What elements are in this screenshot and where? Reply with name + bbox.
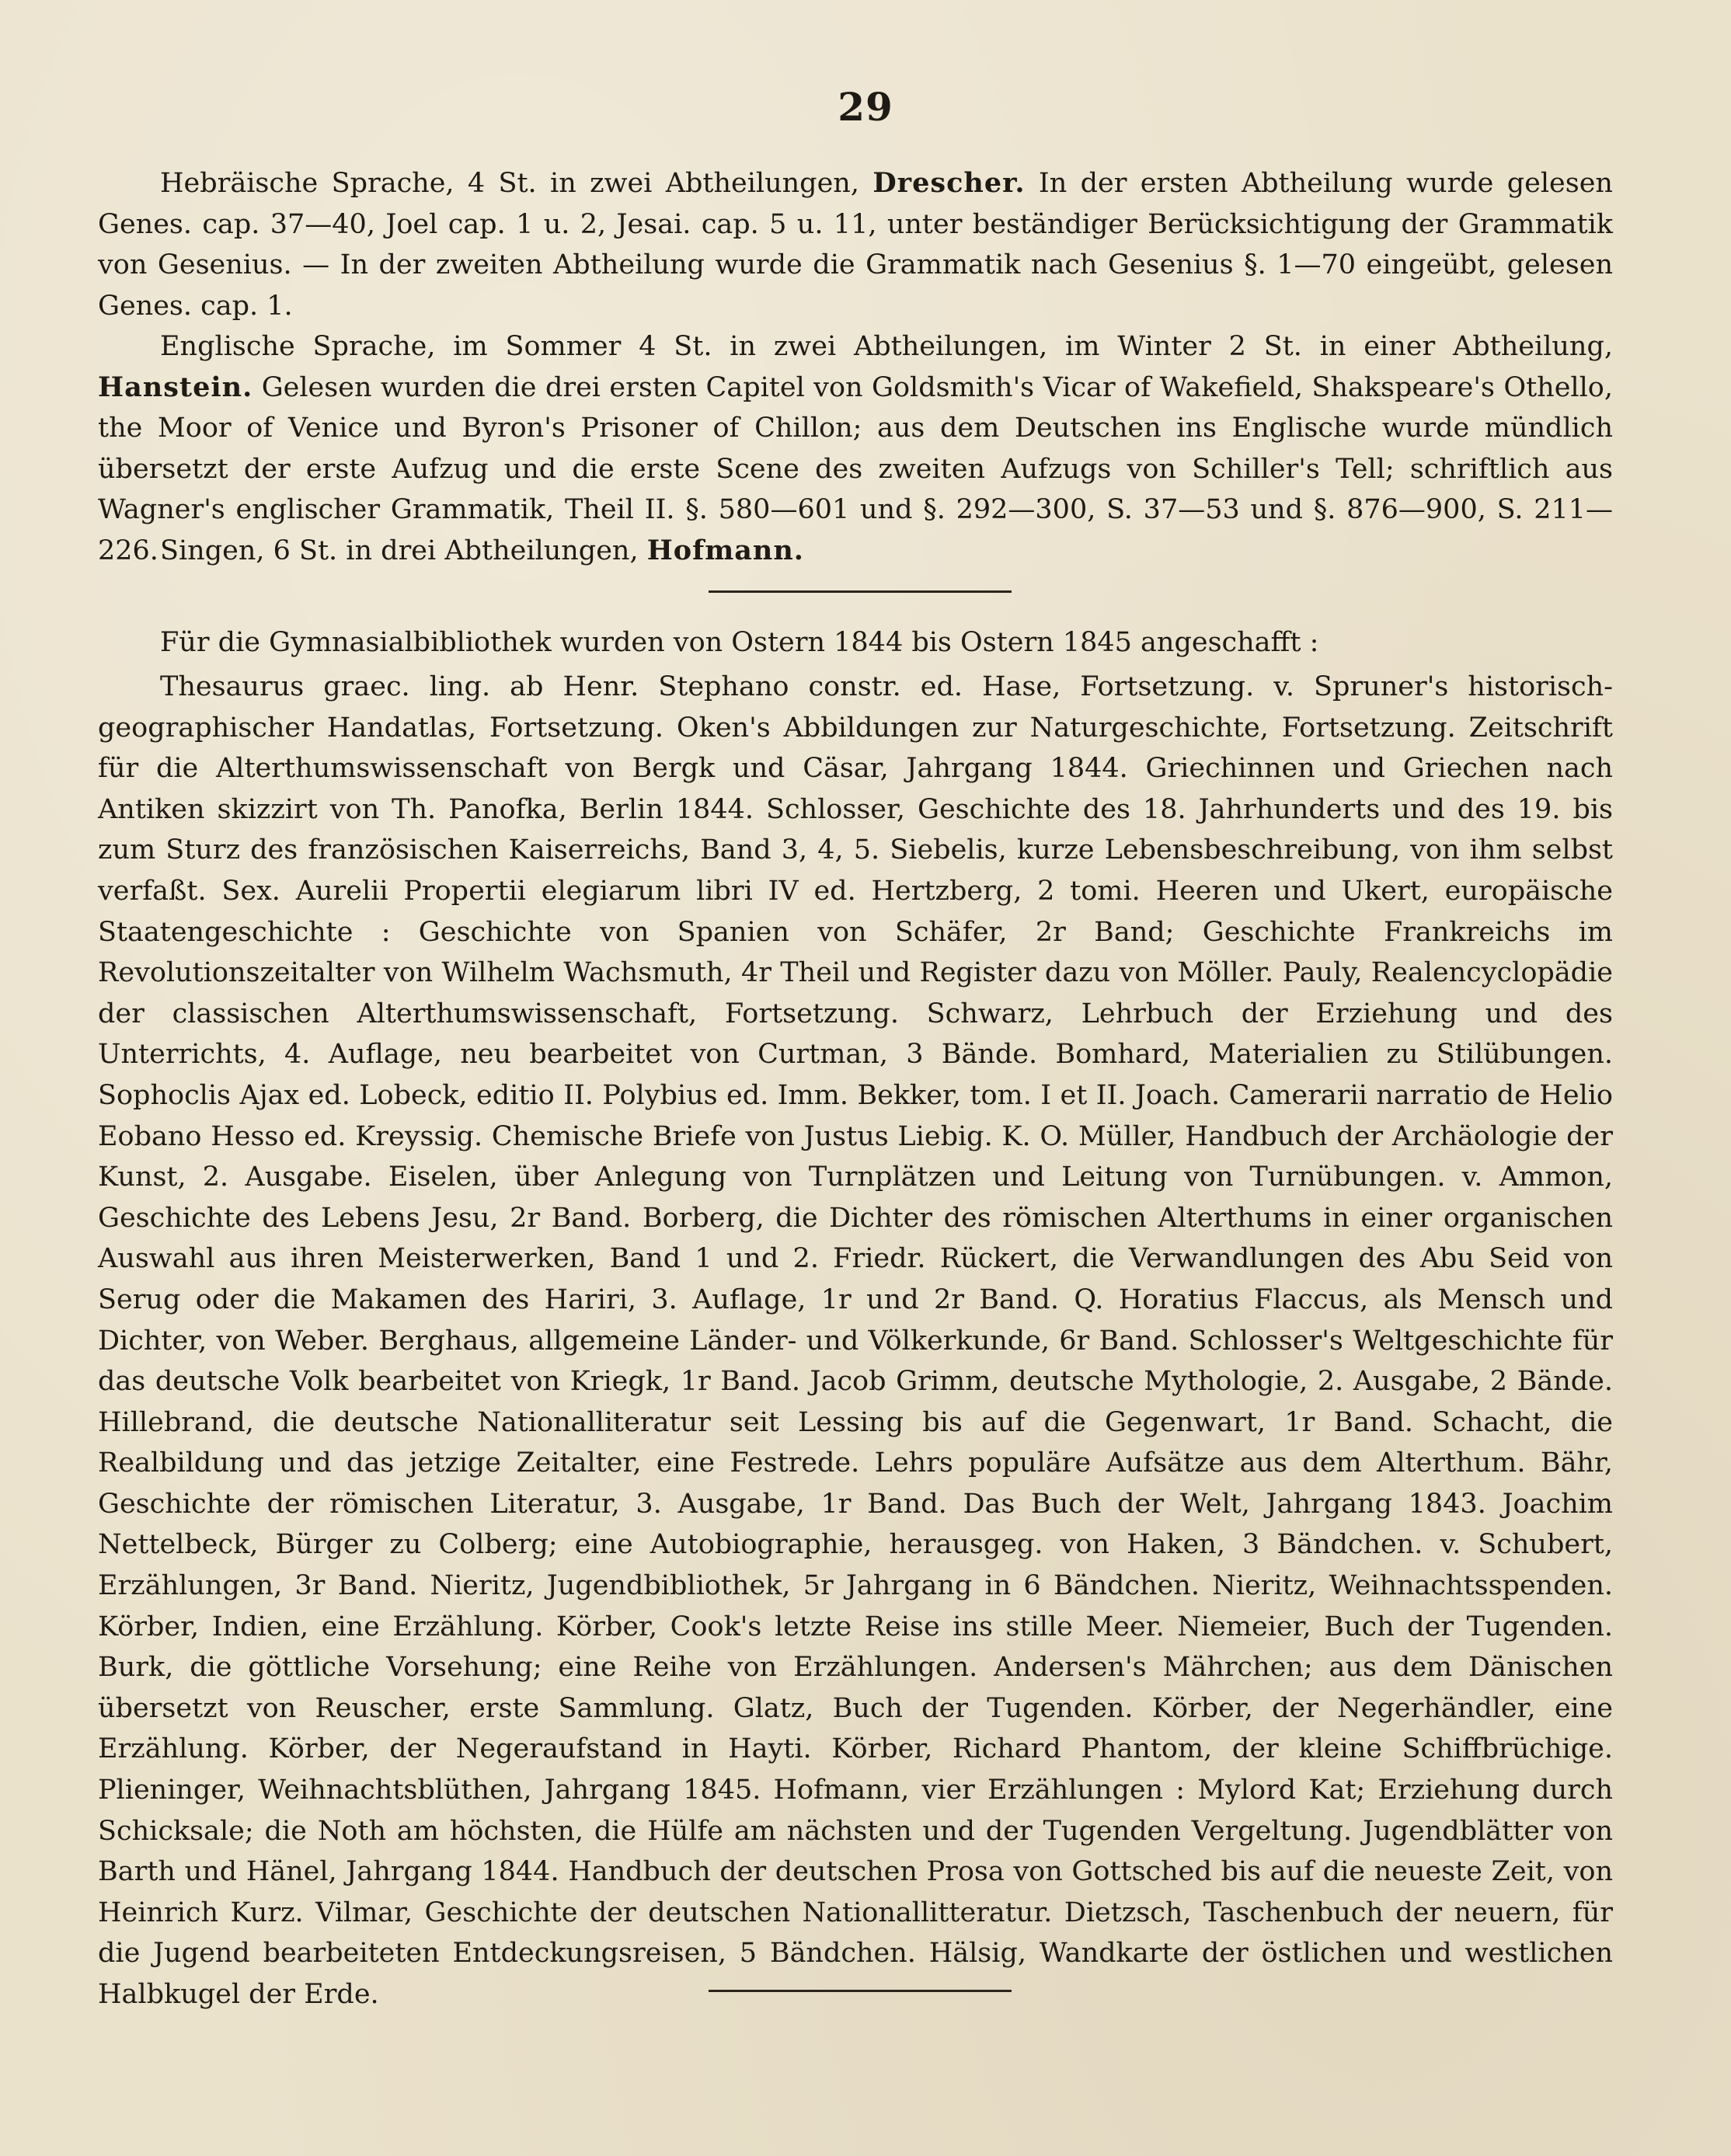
singen-teacher: Hofmann. [646, 535, 804, 566]
hebrew-lead: Hebräische Sprache, 4 St. in zwei Abtheilungen, [160, 168, 859, 199]
english-lead: Englische Sprache, im Sommer 4 St. in zwei Abtheilungen, im Winter 2 St. in einer Abtheilung, [160, 331, 1613, 362]
singen-section [98, 531, 1613, 572]
library-list [98, 667, 1613, 2015]
hebrew-body: In der ersten Abtheilung wurde gelesen Genes. cap. 37—40, Joel cap. 1 u. 2, Jesai. cap. 5 u. 11, unter beständiger Berücksichtigung der Grammatik von Gesenius. — In der zweiten Abtheilung wurde die Grammatik nach Gesenius §. 1—70 eingeübt, gelesen Genes. cap. 1. [98, 168, 1613, 322]
library-heading [98, 622, 1613, 664]
section-divider-top [709, 590, 1012, 593]
english-body: Gelesen wurden die drei ersten Capitel von Goldsmith's Vicar of Wakefield, Shakspeare's Othello, the Moor of Venice und Byron's Prisoner of Chillon; aus dem Deutschen ins Englische wurde mündlich übersetzt der erste Aufzug und die erste Scene des zweiten Aufzugs von Schiller's Tell; schriftlich aus Wagner's englischer Grammatik, Theil II. §. 580—601 und §. 292—300, S. 37—53 und §. 876—900, S. 211—226. [98, 371, 1613, 566]
section-divider-bottom [709, 1990, 1012, 1992]
page-number: 29 [838, 84, 893, 130]
hebrew-teacher: Drescher. [872, 167, 1026, 199]
singen-lead: Singen, 6 St. in drei Abtheilungen, [160, 535, 639, 566]
english-teacher: Hanstein. [98, 371, 253, 403]
hebrew-section [98, 163, 1613, 326]
library-body: Thesaurus graec. ling. ab Henr. Stephano constr. ed. Hase, Fortsetzung. v. Spruner's historisch-geographischer Handatlas, Fortsetzung. Oken's Abbildungen zur Naturgeschichte, Fortsetzung. Zeitschrift für die Alterthumswissenschaft von Bergk und Cäsar, Jahrgang 1844. Griechinnen und Griechen nach Antiken skizzirt von Th. Panofka, Berlin 1844. Schlosser, Geschichte des 18. Jahrhunderts und des 19. bis zum Sturz des französischen Kaiserreichs, Band 3, 4, 5. Siebelis, kurze Lebensbeschreibung, von ihm selbst verfaßt. Sex. Aurelii Propertii elegiarum libri IV ed. Hertzberg, 2 tomi. Heeren und Ukert, europäische Staatengeschichte : Geschichte von Spanien von Schäfer, 2r Band; Geschichte Frankreichs im Revolutionszeitalter von Wilhelm Wachsmuth, 4r Theil und Register dazu von Möller. Pauly, Realencyclopädie der classischen Alterthumswissenschaft, Fortsetzung. Schwarz, Lehrbuch der Erziehung und des Unterrichts, 4. Auflage, neu bearbeitet von Curtman, 3 Bände. Bomhard, Materialien zu Stilübungen. Sophoclis Ajax ed. Lobeck, editio II. Polybius ed. Imm. Bekker, tom. I et II. Joach. Camerarii narratio de Helio Eobano Hesso ed. Kreyssig. Chemische Briefe von Justus Liebig. K. O. Müller, Handbuch der Archäologie der Kunst, 2. Ausgabe. Eiselen, über Anlegung von Turnplätzen und Leitung von Turnübungen. v. Ammon, Geschichte des Lebens Jesu, 2r Band. Borberg, die Dichter des römischen Alterthums in einer organischen Auswahl aus ihren Meisterwerken, Band 1 und 2. Friedr. Rückert, die Verwandlungen des Abu Seid von Serug oder die Makamen des Hariri, 3. Auflage, 1r und 2r Band. Q. Horatius Flaccus, als Mensch und Dichter, von Weber. Berghaus, allgemeine Länder- und Völkerkunde, 6r Band. Schlosser's Weltgeschichte für das deutsche Volk bearbeitet von Kriegk, 1r Band. Jacob Grimm, deutsche Mythologie, 2. Ausgabe, 2 Bände. Hillebrand, die deutsche Nationalliteratur seit Lessing bis auf die Gegenwart, 1r Band. Schacht, die Realbildung und das jetzige Zeitalter, eine Festrede. Lehrs populäre Aufsätze aus dem Alterthum. Bähr, Geschichte der römischen Literatur, 3. Ausgabe, 1r Band. Das Buch der Welt, Jahrgang 1843. Joachim Nettelbeck, Bürger zu Colberg; eine Autobiographie, herausgeg. von Haken, 3 Bändchen. v. Schubert, Erzählungen, 3r Band. Nieritz, Jugendbibliothek, 5r Jahrgang in 6 Bändchen. Nieritz, Weihnachtsspenden. Körber, Indien, eine Erzählung. Körber, Cook's letzte Reise ins stille Meer. Niemeier, Buch der Tugenden. Burk, die göttliche Vorsehung; eine Reihe von Erzählungen. Andersen's Mährchen; aus dem Dänischen übersetzt von Reuscher, erste Sammlung. Glatz, Buch der Tugenden. Körber, der Negerhändler, eine Erzählung. Körber, der Negeraufstand in Hayti. Körber, Richard Phantom, der kleine Schiffbrüchige. Plieninger, Weihnachtsblüthen, Jahrgang 1845. Hofmann, vier Erzählungen : Mylord Kat; Erziehung durch Schicksale; die Noth am höchsten, die Hülfe am nächsten und der Tugenden Vergeltung. Jugendblätter von Barth und Hänel, Jahrgang 1844. Handbuch der deutschen Prosa von Gottsched bis auf die neueste Zeit, von Heinrich Kurz. Vilmar, Geschichte der deutschen Nationallitteratur. Dietzsch, Taschenbuch der neuern, für die Jugend bearbeiteten Entdeckungsreisen, 5 Bändchen. Hälsig, Wandkarte der östlichen und westlichen Halbkugel der Erde. [98, 671, 1613, 2010]
library-heading-text: Für die Gymnasialbibliothek wurden von Ostern 1844 bis Ostern 1845 angeschafft : [160, 627, 1319, 658]
